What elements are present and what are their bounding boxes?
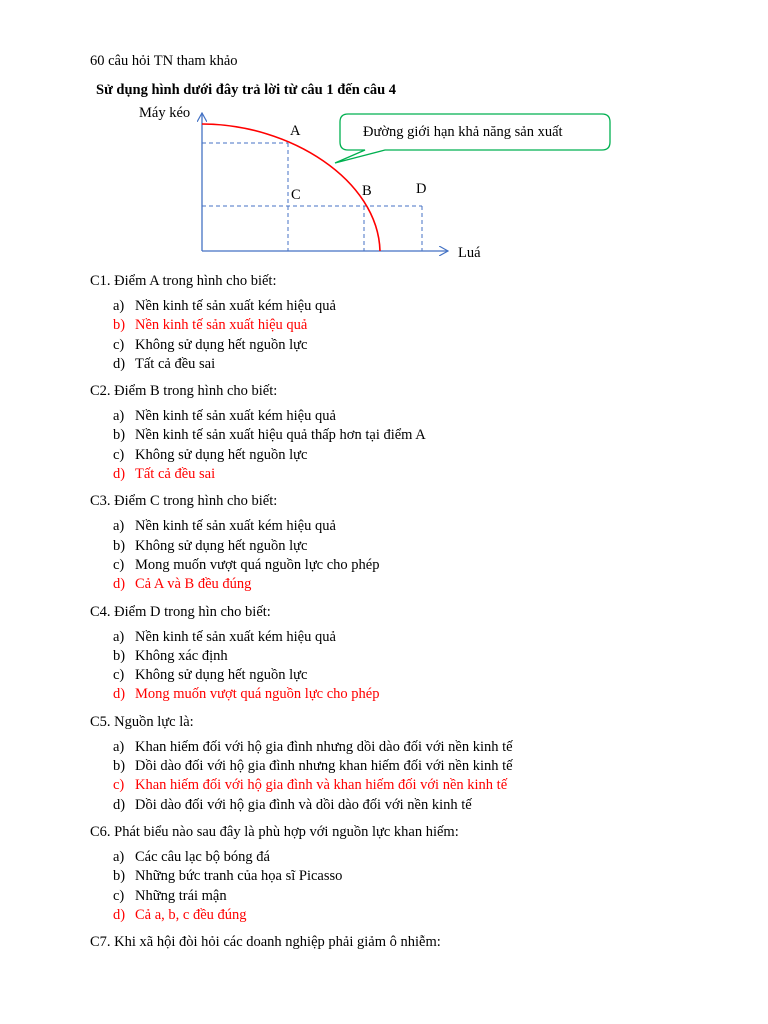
question-block — [90, 713, 730, 815]
x-axis-label: Luá — [458, 245, 481, 261]
question-block — [90, 272, 730, 374]
answer-option — [113, 407, 730, 426]
ppf-diagram — [0, 0, 768, 280]
question-block — [90, 492, 730, 594]
option-list — [113, 848, 730, 925]
question-text: C3. Điểm C trong hình cho biết: — [90, 493, 278, 510]
option-label: a) — [113, 738, 125, 755]
answer-option — [113, 757, 730, 776]
option-label: d) — [113, 686, 126, 703]
option-list — [113, 407, 730, 484]
answer-option — [113, 517, 730, 536]
point-d-label: D — [416, 181, 427, 197]
answer-option — [113, 355, 730, 374]
option-text: Những bức tranh của họa sĩ Picasso — [135, 868, 343, 885]
option-label: c) — [113, 336, 125, 353]
question-text: C5. Nguồn lực là: — [90, 713, 194, 730]
option-label: b) — [113, 868, 126, 885]
option-label: c) — [113, 777, 125, 794]
option-text: Không sử dụng hết nguồn lực — [135, 446, 308, 463]
option-text: Nền kinh tế sản xuất kém hiệu quả — [135, 628, 336, 645]
question-list — [90, 272, 730, 960]
option-text: Không sử dụng hết nguồn lực — [135, 537, 308, 554]
guide-lines — [202, 143, 422, 251]
option-label: b) — [113, 537, 126, 554]
answer-option — [113, 465, 730, 484]
answer-option — [113, 628, 730, 647]
point-c-label: C — [291, 187, 301, 203]
answer-option — [113, 887, 730, 906]
option-text: Mong muốn vượt quá nguồn lực cho phép — [135, 556, 380, 573]
answer-option — [113, 537, 730, 556]
option-label: b) — [113, 647, 126, 664]
answer-option — [113, 776, 730, 795]
option-list — [113, 517, 730, 594]
answer-option — [113, 336, 730, 355]
option-text: Dồi dào đối với hộ gia đình nhưng khan hiếm đối với nền kinh tế — [135, 758, 513, 775]
option-text: Dồi dào đối với hộ gia đình và dồi dào đối với nền kinh tế — [135, 796, 472, 813]
question-text: C6. Phát biểu nào sau đây là phù hợp với nguồn lực khan hiếm: — [90, 823, 459, 840]
option-label: c) — [113, 667, 125, 684]
point-a-label: A — [290, 123, 301, 139]
option-text: Tất cả đều sai — [135, 355, 216, 372]
option-text: Các câu lạc bộ bóng đá — [135, 848, 270, 865]
option-label: d) — [113, 796, 126, 813]
answer-option — [113, 297, 730, 316]
option-text: Nền kinh tế sản xuất kém hiệu quả — [135, 518, 336, 535]
option-label: d) — [113, 576, 126, 593]
option-text: Tất cả đều sai — [135, 466, 216, 483]
option-label: c) — [113, 887, 125, 904]
option-label: a) — [113, 298, 125, 314]
option-text: Những trái mận — [135, 887, 227, 904]
option-text: Nền kinh tế sản xuất hiệu quả thấp hơn tại điểm A — [135, 427, 426, 444]
option-list — [113, 297, 730, 374]
option-text: Nền kinh tế sản xuất hiệu quả — [135, 317, 308, 334]
question-text: C4. Điểm D trong hìn cho biết: — [90, 603, 271, 620]
answer-option — [113, 796, 730, 815]
option-label: b) — [113, 427, 126, 444]
option-text: Nền kinh tế sản xuất kém hiệu quả — [135, 408, 336, 425]
option-label: c) — [113, 556, 125, 573]
question-block — [90, 933, 730, 952]
option-text: Không xác định — [135, 647, 228, 664]
option-label: c) — [113, 446, 125, 463]
question-text: C7. Khi xã hội đòi hỏi các doanh nghiệp phải giảm ô nhiễm: — [90, 934, 441, 951]
option-list — [113, 738, 730, 815]
answer-option — [113, 556, 730, 575]
question-text: C1. Điểm A trong hình cho biết: — [90, 273, 277, 289]
answer-option — [113, 867, 730, 886]
answer-option — [113, 666, 730, 685]
option-label: d) — [113, 466, 126, 483]
option-text: Mong muốn vượt quá nguồn lực cho phép — [135, 686, 380, 703]
option-text: Không sử dụng hết nguồn lực — [135, 336, 308, 353]
y-axis-label: Máy kéo — [139, 105, 191, 121]
document-header: 60 câu hỏi TN tham khảo — [90, 53, 238, 69]
callout-text: Đường giới hạn khả năng sản xuất — [363, 124, 563, 140]
answer-option — [113, 446, 730, 465]
option-label: b) — [113, 317, 126, 334]
question-block — [90, 823, 730, 925]
answer-option — [113, 575, 730, 594]
option-label: a) — [113, 848, 125, 865]
option-list — [113, 628, 730, 705]
answer-option — [113, 738, 730, 757]
question-text: C2. Điểm B trong hình cho biết: — [90, 383, 278, 400]
diagram-instruction: Sử dụng hình dưới đây trả lời từ câu 1 đến câu 4 — [96, 82, 397, 98]
question-block — [90, 382, 730, 484]
point-b-label: B — [362, 183, 372, 199]
option-label: d) — [113, 906, 126, 923]
answer-option — [113, 906, 730, 925]
option-text: Cả a, b, c đều đúng — [135, 906, 247, 923]
answer-option — [113, 426, 730, 445]
option-text: Không sử dụng hết nguồn lực — [135, 667, 308, 684]
option-label: d) — [113, 355, 126, 372]
option-label: a) — [113, 408, 125, 425]
option-label: a) — [113, 518, 125, 535]
answer-option — [113, 848, 730, 867]
option-label: a) — [113, 628, 125, 645]
option-text: Nền kinh tế sản xuất kém hiệu quả — [135, 298, 336, 314]
option-text: Khan hiếm đối với hộ gia đình nhưng dồi dào đối với nền kinh tế — [135, 738, 513, 755]
option-text: Cả A và B đều đúng — [135, 576, 252, 593]
question-block — [90, 603, 730, 705]
answer-option — [113, 685, 730, 704]
answer-option — [113, 316, 730, 335]
option-text: Khan hiếm đối với hộ gia đình và khan hiếm đối với nền kinh tế — [135, 777, 508, 794]
option-label: b) — [113, 758, 126, 775]
answer-option — [113, 647, 730, 666]
